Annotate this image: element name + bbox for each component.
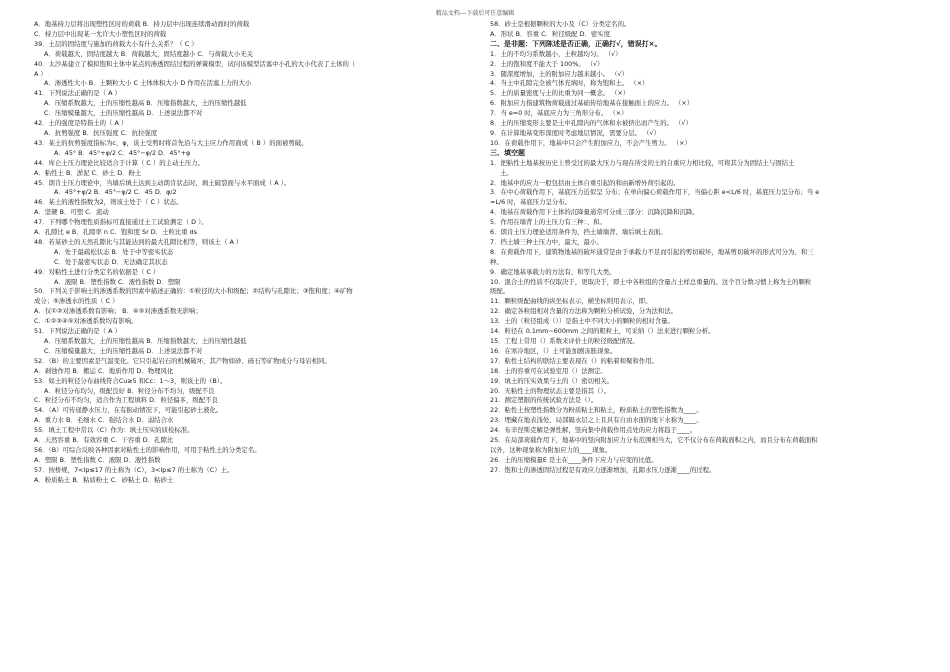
left-text-line: 57．按桥规，7<Ip≤17 的土称为（C），3<Ip≤7 的土称为（C）土。 (34, 465, 234, 474)
right-text-line: 11．颗粒级配曲线的纵坐标表示，横坐标则用表示，即。 (490, 297, 652, 306)
left-text-line: A．压缩系数越大，土的压缩性越高 B．压缩指数越大，土的压缩性越低 (44, 99, 247, 108)
right-text-line: 10．混合土的性质不仅取决于，更取决于，即土中各粒组的含量占土样总重量的。这个百分数习惯上称为土的颗粒 (490, 277, 812, 286)
left-text-line: 42．土的强度是特指土的（ A ） (34, 119, 128, 128)
right-text-line: 14．粒径在 0.1mm~600mm 之间的粗粒土，可采纳（）法来进行颗粒分析。 (490, 327, 715, 336)
right-text-line: =L/6 时，基底压力呈分布。 (490, 198, 572, 207)
right-column (490, 20, 940, 476)
right-text-line: 6．附加应力指建筑物荷载通过基础传给地基在接触面上的应力。 （×） (490, 99, 694, 108)
left-text-line: 47．下列哪个物理性质指标可直接通过土工试验测定（ D ）。 (34, 218, 208, 227)
left-text-line: C．压缩模量越大，土的压缩性越高 D．上述说法都不对 (44, 346, 203, 355)
right-text-line: 3．随深度增加，土的附加应力越来越小。 （√） (490, 69, 628, 78)
left-text-line: A．粘性土 B．淤泥 C．砂土 D．粉土 (34, 168, 142, 177)
left-text-line: A．地基持力层将出现塑性区时的荷载 B．持力层中出现连续滑动面时的荷载 (34, 20, 250, 28)
right-text-line: 7．挡土墙三种土压力中，最大，最小。 (490, 237, 603, 246)
right-text-line: 5．作用在墙背上的土压力有三种：、和。 (490, 218, 606, 227)
right-text-line: 17．粘性土结构的联结主要表现在（）的粘着和聚和作用。 (490, 356, 658, 365)
left-text-line: 45．朗肯土压力理论中，当墙后填土达到主动朗肯状态时，填土破裂面与水平面成（ A ）。 (34, 178, 291, 187)
left-text-line: A．孔隙比 e B．孔隙率 n C．饱和度 Sr D．土粒比重 ds (34, 228, 198, 237)
left-text-line: A．抗剪强度 B．抗压强度 C．抗拉强度 (44, 128, 158, 137)
left-text-line: C．压缩模量越大，土的压缩性越高 D．上述说法都不对 (44, 109, 203, 118)
left-column (34, 20, 474, 486)
left-text-line: A．液限 B．塑性指数 C．液性指数 D．塑限 (54, 277, 181, 286)
left-text-line: A．荷载越大，固结度越大 B．荷载越大，固结度越小 C．与荷载大小无关 (44, 49, 253, 58)
left-text-line: A．天然容重 B．有效容重 C．干容重 D．孔隙比 (34, 436, 174, 445)
right-text-line: 9．在计算地基变形深度时考虑地层情况，需要分层。 （√） (490, 128, 660, 137)
right-text-line: 27．饱和土的渗透固结过程是有效应力逐渐增加，孔隙水压力逐渐____的过程。 (490, 465, 716, 474)
right-text-line: 22．粘性土按塑性指数分为粉质粘土和粘土，粉质粘土的塑性指数为____。 (490, 406, 703, 415)
right-text-line: 23．埋藏在地表浅处、局部隔水层之上且具有自由水面的地下水称为____。 (490, 416, 703, 425)
right-text-line: 4．地基在荷载作用下土体的沉降量通常可分成三部分：沉降沉降和沉降。 (490, 208, 699, 217)
left-text-line: 43．某土的抗剪强度指标为c、φ，该土受剪时将首先沿与大主应力作用面成（ B ）的面被剪破。 (34, 138, 308, 147)
right-text-line: 8．土的压缩变形主要是土中孔隙内的气体和水被挤出而产生的。 （√） (490, 119, 692, 128)
left-text-line: 48．若某砂土的天然孔隙比与其能达到的最大孔隙比相等，则该土（ A ） (34, 237, 243, 246)
left-text-line: A．粒径分布均匀，级配良好 B．粒径分布不均匀，级配不良 (44, 386, 215, 395)
right-text-line: 1．土的不均匀系数越小，土粒越均匀。 （√） (490, 49, 622, 58)
right-text-line: 土。 (500, 168, 513, 177)
left-text-line: 54．（A）可传递静水压力，在有振动情况下，可能引起砂土液化。 (34, 406, 223, 415)
right-text-line: 10．在荷载作用下，地基中只会产生附加应力，不会产生剪力。 （×） (490, 138, 691, 147)
right-text-line: 15．工程上常用（）系数来评价土的粒径级配情况。 (490, 337, 639, 345)
left-text-line: C．持力层中出现某一允许大小塑性区时的荷载 (34, 29, 167, 38)
right-text-line: 以外，这种现象称为附加应力的____现象。 (490, 445, 612, 454)
right-text-line: 三、填空题 (490, 148, 525, 157)
left-text-line: A．塑限 B．塑性指数 C．液限 D．液性指数 (34, 455, 161, 464)
right-text-line: 12．确定各粒组相对含量的方法称为颗粒分析试验，分为法和法。 (490, 307, 678, 316)
right-text-line: 13．土的（粒径组成（））是指土中不同大小的颗粒的相对含量。 (490, 317, 674, 326)
right-text-line: 7．当 e=0 时，基底应力为三角形分布。 （×） (490, 109, 628, 118)
left-text-line: 50．下列关于影响土的渗透系数的因素中描述正确的：①粒径的大小和级配；②结构与孔隙比；③饱和度；④矿物 (34, 287, 353, 296)
right-text-line: 21．测定塑限的传统试验方法是（）。 (490, 396, 598, 405)
right-text-line: 2．地基中的应力一般包括由土体自重引起的和由新增外荷引起的。 (490, 178, 680, 187)
page-header: 精品文档---下载后可任意编辑 (435, 10, 515, 17)
right-text-line: 8．在荷载作用下，建筑物地基的破坏通常是由于承载力不足而引起的剪切破坏，地基剪切破坏的形式可分为、和三 (490, 247, 814, 256)
left-text-line: A．粉质粘土 B．粘质粉土 C．砂粘土 D．粘砂土 (34, 475, 174, 484)
left-text-line: 44．库仑土压力理论比较适合于计算（ C ）的主动土压力。 (34, 158, 205, 167)
left-text-line: 55．填土工程中常以（C）作为：填土压实的质检标准。 (34, 426, 194, 435)
right-text-line: 种。 (490, 257, 503, 266)
right-text-line: 4．当土中孔隙完全被气体充填时，称为饱和土。 （×） (490, 79, 649, 88)
left-text-line: 56．（B）可综合反映各种因素对粘性土的影响作用，可用于粘性土的分类定名。 (34, 445, 261, 454)
left-text-line: A．渗透性大小 B．土颗粒大小 C 土体体积大小 D 作用在活塞上力的大小 (44, 79, 252, 88)
left-text-line: 41．下列说法正确的是（ A ） (34, 89, 121, 98)
left-text-line: 成分；⑤渗透水的性质（ C ） (34, 297, 119, 306)
right-text-line: 9．确定地基承载力的方法有、和等几大类。 (490, 267, 616, 276)
right-text-line: 3．在中心荷载作用下，基底压力近似呈 分布；在单向偏心荷载作用下，当偏心距 e<L/6 时，基底压力呈分布；当 e (490, 188, 820, 197)
right-text-line: 18．土的容重可在试验室用（）法测定。 (490, 366, 607, 375)
left-text-line: A．处于最疏松状态 B．处于中等密实状态 (54, 247, 174, 256)
right-text-line: A．形状 B．容重 C．粒径级配 D．密实度 (490, 29, 611, 38)
right-text-line: 6．朗肯土压力理论适用条件为，挡土墙墙背、墙后填土表面。 (490, 228, 667, 237)
right-text-line: 26．土的压缩模量E 是土在____条件下应力与应变的比值。 (490, 455, 658, 464)
left-text-line: A．仅①②对渗透系数有影响； B．④⑤对渗透系数无影响； (34, 307, 202, 316)
left-text-line: C．①②③④⑤对渗透系数均有影响。 (34, 317, 138, 326)
left-text-line: C．粒径分布不均匀，适合作为工程填料 D．粒径偏多，级配不良 (34, 396, 218, 405)
right-text-line: 24．布辛涅斯克解是弹性解，竖向集中荷载作用点处的应力将趋于____。 (490, 426, 697, 435)
left-text-line: 51．下列说法正确的是（ A ） (34, 327, 121, 336)
left-text-line: 52．（B）的主要因素是气温变化。它只引起岩石的机械破坏，其产物如砂、砾石等矿物成分与母岩相同。 (34, 356, 331, 365)
right-text-line: 1．把粘性土地基按历史上曾受过的最大压力与现在所受的土的自重应力相比较，可将其分为固结土与固结土 (490, 158, 795, 167)
left-text-line: A．45° B．45°+φ/2 C．45°−φ/2 D．45°+φ (54, 148, 191, 157)
right-text-line: 级配。 (490, 287, 510, 296)
left-text-line: 53．如土的粒径分布曲线符合Cu≥5 和Cc：1～3，则该土的（B）。 (34, 376, 227, 385)
left-text-line: A．压缩系数越大，土的压缩性越高 B．压缩指数越大，土的压缩性越低 (44, 337, 247, 345)
right-text-line: 5．土的质量密度与土的比重为同一概念。 （×） (490, 89, 630, 98)
right-text-line: 二、是非题：下列陈述是否正确，正确打√，错误打×。 (490, 39, 662, 48)
left-text-line: A．45°+φ/2 B．45°−φ/2 C．45 D．φ/2 (54, 188, 177, 197)
right-text-line: 25．在局部荷载作用下，地基中的竖向附加应力分布范围相当大，它不仅分布在荷载面积之内，而且分布在荷载面积 (490, 436, 818, 445)
left-text-line: A．坚硬 B．可塑 C．流动 (34, 208, 109, 217)
left-text-line: 39．土层的固结度与施加的荷载大小有什么关系？（ C ） (34, 39, 198, 48)
right-text-line: 2．土的饱和度不能大于 100%。 （√） (490, 59, 604, 68)
left-text-line: 40．太沙基建立了模拟饱和土体中某点的渗透固结过程的弹簧模型，试问该模型活塞中小孔的大小代表了土体的（ (34, 59, 356, 68)
left-text-line: 46．某土的液性指数为2，则该土处于（ C ）状态。 (34, 198, 183, 207)
left-text-line: A ） (34, 69, 47, 78)
right-text-line: 58．砂土是根据颗粒的大小及（C）分类定名的。 (490, 20, 631, 28)
left-text-line: C．处于最密实状态 D．无法确定其状态 (54, 257, 168, 266)
left-text-line: A．重力水 B．毛细水 C．强结合水 D．弱结合水 (34, 416, 174, 425)
right-text-line: 16．在寒冷地区，（）土可能加剧冻胀现象。 (490, 346, 617, 355)
right-text-line: 20．无粘性土的物理状态主要是指其（）。 (490, 386, 610, 395)
left-text-line: A．剥蚀作用 B．搬运 C．地质作用 D．物理风化 (34, 366, 174, 375)
right-text-line: 19．填土的压实效果与土的（）密切相关。 (490, 376, 614, 385)
left-text-line: 49．对粘性土进行分类定名的依据是（ C ） (34, 267, 160, 276)
